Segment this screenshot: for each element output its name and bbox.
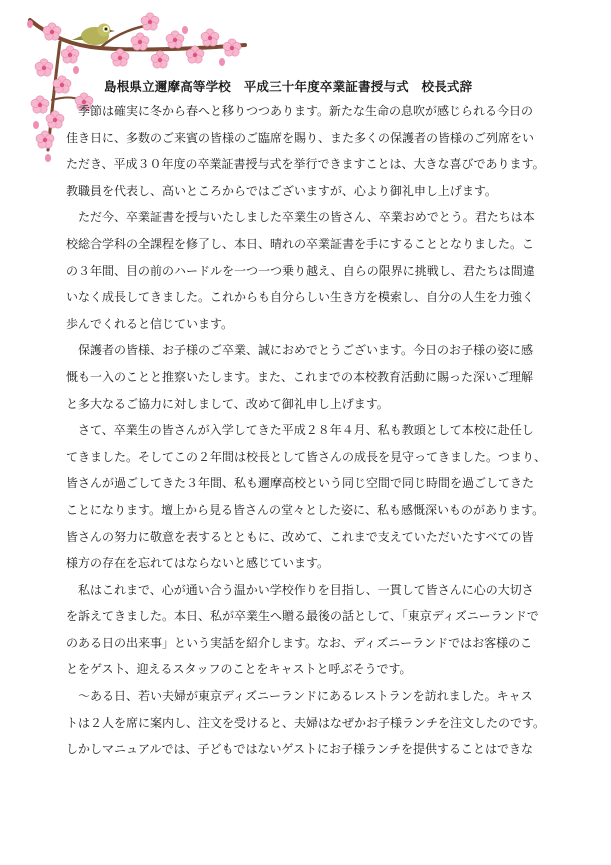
text-line: と多大なるご協力に対しまして、改めて御礼申し上げます。 bbox=[66, 396, 389, 411]
text-line: 歩んでくれると信じています。 bbox=[66, 316, 234, 331]
text-line: の３年間、目の前のハードルを一つ一つ乗り越え、自らの限界に挑戦し、君たちは間違 bbox=[66, 263, 535, 278]
document-title: 島根県立邇摩高等学校 平成三十年度卒業証書授与式 校長式辞 bbox=[104, 79, 473, 94]
text-line: 校総合学科の全課程を修了し、本日、晴れの卒業証書を手にすることとなりました。こ bbox=[66, 236, 535, 251]
text-line: 私はこれまで、心が通い合う温かい学校作りを目指し、一貫して皆さんに心の大切さ bbox=[66, 582, 534, 597]
text-line: ただき、平成３０年度の卒業証書授与式を挙行できますことは、大きな喜びであります。 bbox=[66, 157, 545, 172]
text-line: とをゲスト、迎えるスタッフのことをキャストと呼ぶそうです。 bbox=[66, 662, 412, 677]
speech-body bbox=[66, 98, 550, 763]
text-line: 教職員を代表し、高いところからではございますが、心より御礼申し上げます。 bbox=[66, 183, 497, 198]
text-line: ～ある日、若い夫婦が東京ディズニーランドにあるレストランを訪れました。キャス bbox=[66, 689, 533, 704]
text-line: のある日の出来事」という実話を紹介します。なお、ディズニーランドではお客様のこ bbox=[66, 635, 533, 650]
text-line: 佳き日に、多数のご来賓の皆様のご臨席を賜り、また多くの保護者の皆様のご列席をい bbox=[66, 130, 535, 145]
text-line: さて、卒業生の皆さんが入学してきた平成２８年４月、私も教頭として本校に赴任し bbox=[66, 423, 534, 438]
text-line: 皆さんが過ごしてきた３年間、私も邇摩高校という同じ空間で同じ時間を過ごしてきた bbox=[66, 476, 535, 491]
text-line: トは２人を席に案内し、注文を受けると、夫婦はなぜかお子様ランチを注文したのです。 bbox=[66, 715, 546, 730]
text-line: いなく成長してきました。これからも自分らしい生き方を模索し、自分の人生を力強く bbox=[66, 290, 535, 305]
text-line: 季節は確実に冬から春へと移りつつあります。新たな生命の息吹が感じられる今日の bbox=[66, 104, 534, 118]
text-line: 慨も一入のことと推察いたします。また、これまでの本校教育活動に賜った深いご理解 bbox=[66, 369, 534, 384]
text-line: 皆さんの努力に敬意を表するとともに、改めて、これまで支えていただいたすべての皆 bbox=[66, 529, 534, 544]
text-line: しかしマニュアルでは、子どもではないゲストにお子様ランチを提供することはできな bbox=[66, 742, 534, 757]
text-line: ことになります。壇上から見る皆さんの堂々とした姿に、私も感慨深いものがあります。 bbox=[66, 502, 545, 517]
text-line: を訴えてきました。本日、私が卒業生へ贈る最後の話として、「東京ディズニーランドで bbox=[66, 609, 539, 624]
text-line: ただ今、卒業証書を授与いたしました卒業生の皆さん、卒業おめでとう。君たちは本 bbox=[66, 210, 535, 225]
text-line: 様方の存在を忘れてはならないと感じています。 bbox=[66, 556, 330, 571]
text-line: てきました。そしてこの２年間は校長として皆さんの成長を見守ってきました。つまり、 bbox=[66, 449, 547, 464]
text-line: 保護者の皆様、お子様のご卒業、誠におめでとうございます。今日のお子様の姿に感 bbox=[66, 343, 534, 358]
